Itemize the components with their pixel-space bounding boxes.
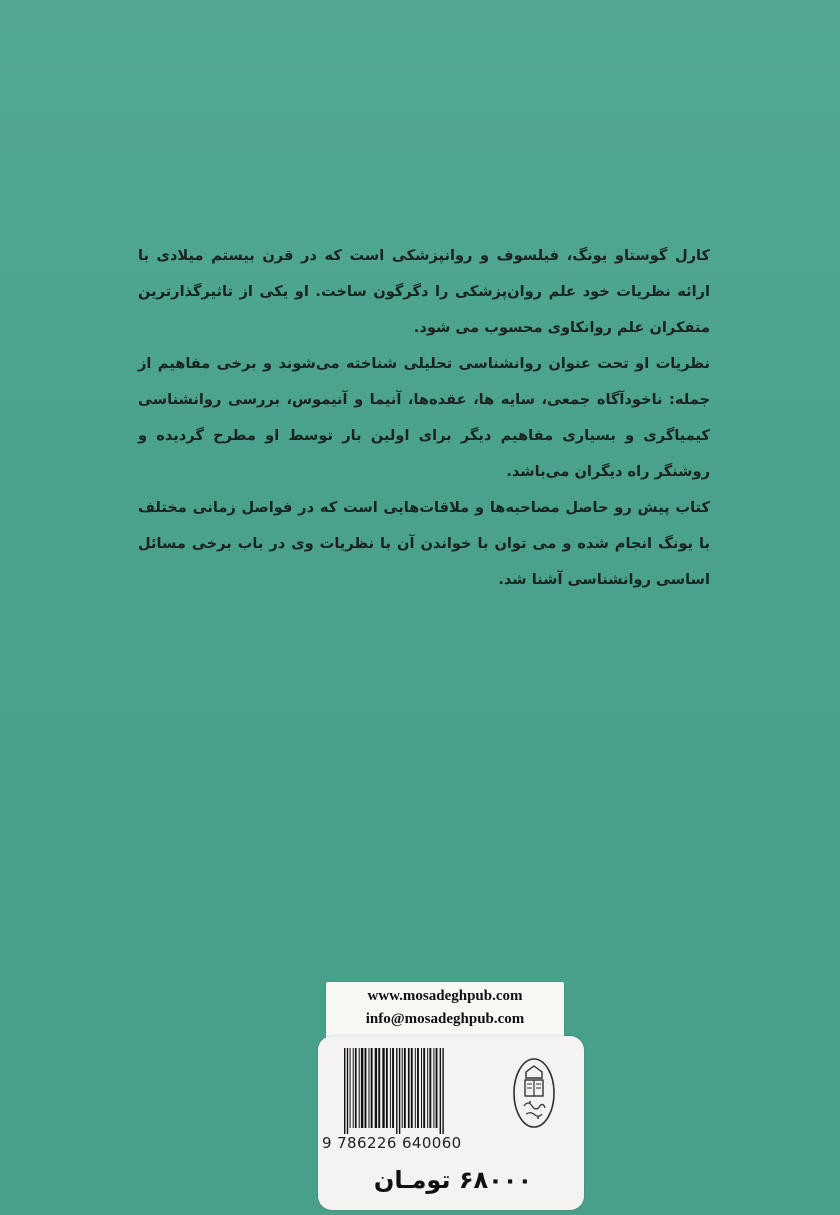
- barcode-bar: [347, 1048, 348, 1134]
- blurb-paragraph-1: کارل گوستاو یونگ، فیلسوف و روانپزشکی است که در قرن بیستم میلادی با ارائه نظریات خود علم روان‌پزشکی را دگرگون ساخت. او یکی از تاثیرگذارترین متفکران علم روانکاوی محسوب می شود.: [138, 247, 710, 336]
- barcode-bar: [359, 1048, 360, 1128]
- price-sticker: [318, 1036, 584, 1210]
- barcode-bar: [423, 1048, 425, 1128]
- barcode-bar: [427, 1048, 428, 1128]
- barcode-bar: [369, 1048, 370, 1128]
- barcode-bar: [442, 1048, 443, 1134]
- barcode-bar: [399, 1048, 400, 1134]
- barcode-bar: [408, 1048, 410, 1128]
- barcode-bar: [429, 1048, 431, 1128]
- barcode-bar: [344, 1048, 345, 1134]
- barcode-bar: [402, 1048, 403, 1128]
- barcode-bar: [355, 1048, 357, 1128]
- publisher-logo: [512, 1056, 556, 1130]
- barcode-bar: [371, 1048, 373, 1128]
- publisher-logo-icon: [512, 1056, 556, 1130]
- blurb-paragraph-2: نظریات او تحت عنوان روانشناسی تحلیلی شناخته می‌شوند و برخی مفاهیم از جمله: ناخودآگاه جمعی، سایه ها، عقده‌ها، آنیما و آنیموس، بررسی روانشناسی کیمیاگری و بسیاری مفاهیم دیگر برای اولین بار توسط او مطرح گردیده و روشنگر راه دیگران می‌باشد.: [138, 355, 710, 480]
- blurb-paragraph-3: کتاب پیش رو حاصل مصاحبه‌ها و ملاقات‌هایی است که در فواصل زمانی مختلف با یونگ انجام شده و می توان با خواندن آن با نظریات وی در باب برخی مسائل اساسی روانشناسی آشنا شد.: [138, 499, 710, 588]
- isbn-number: 9 786226 640060: [322, 1134, 462, 1152]
- email-text: info@mosadeghpub.com: [365, 1011, 525, 1027]
- barcode-bar: [353, 1048, 354, 1128]
- contact-sticker: [326, 982, 564, 1042]
- price-label: ۶۸۰۰۰ تومـان: [373, 1166, 533, 1194]
- barcode-bar: [390, 1048, 391, 1128]
- website-text: www.mosadeghpub.com: [367, 988, 523, 1004]
- barcode-bar: [415, 1048, 416, 1128]
- barcode-bar: [361, 1048, 363, 1128]
- barcode-bar: [417, 1048, 419, 1128]
- barcode-bar: [396, 1048, 397, 1134]
- barcode-bars: [330, 1046, 510, 1136]
- barcode-bar: [350, 1048, 351, 1128]
- barcode-bar: [375, 1048, 377, 1128]
- barcode-bar: [365, 1048, 367, 1128]
- barcode-bar: [404, 1048, 406, 1128]
- barcode-bar: [421, 1048, 422, 1128]
- barcode-bar: [411, 1048, 413, 1128]
- barcode-bar: [378, 1048, 380, 1128]
- barcode-bar: [433, 1048, 434, 1128]
- blurb-text: [138, 238, 710, 598]
- barcode-bar: [382, 1048, 384, 1128]
- barcode-bar: [440, 1048, 441, 1134]
- barcode-bar: [392, 1048, 394, 1128]
- barcode-bar: [386, 1048, 388, 1128]
- barcode-bar: [436, 1048, 438, 1128]
